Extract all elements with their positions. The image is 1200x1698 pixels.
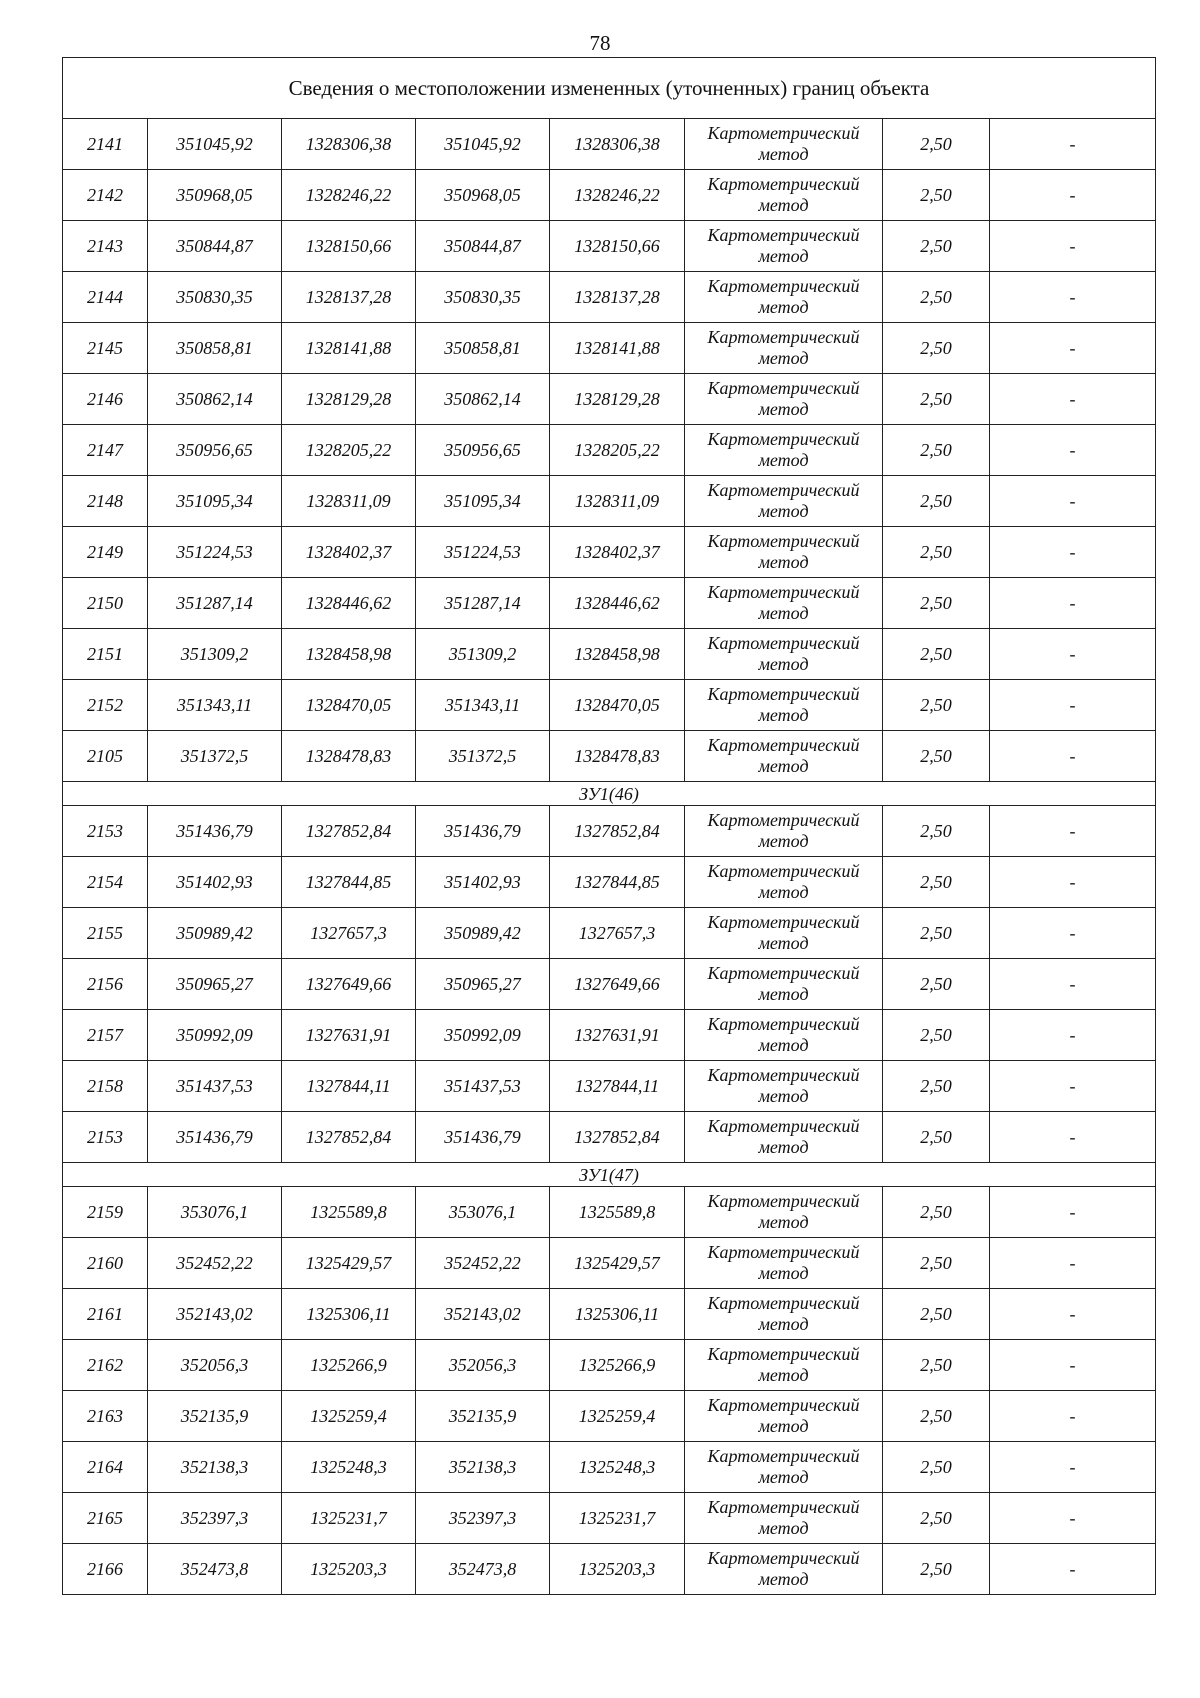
description-cell: - (990, 959, 1156, 1010)
x-new-cell: 351045,92 (416, 119, 550, 170)
y-old-cell: 1328246,22 (282, 170, 416, 221)
y-new-cell: 1328478,83 (550, 731, 685, 782)
y-new-cell: 1328446,62 (550, 578, 685, 629)
x-old-cell: 351287,14 (148, 578, 282, 629)
description-cell: - (990, 323, 1156, 374)
y-old-cell: 1328150,66 (282, 221, 416, 272)
x-new-cell: 351224,53 (416, 527, 550, 578)
table-row (63, 806, 1156, 857)
y-new-cell: 1325231,7 (550, 1493, 685, 1544)
table-title-row (63, 58, 1156, 119)
description-cell: - (990, 806, 1156, 857)
table-body (63, 58, 1156, 1595)
y-new-cell: 1328150,66 (550, 221, 685, 272)
y-new-cell: 1325429,57 (550, 1238, 685, 1289)
point-number-cell: 2150 (63, 578, 148, 629)
x-old-cell: 351402,93 (148, 857, 282, 908)
y-new-cell: 1325589,8 (550, 1187, 685, 1238)
table-row (63, 1442, 1156, 1493)
y-new-cell: 1325266,9 (550, 1340, 685, 1391)
x-old-cell: 350956,65 (148, 425, 282, 476)
y-old-cell: 1328478,83 (282, 731, 416, 782)
y-old-cell: 1327852,84 (282, 1112, 416, 1163)
accuracy-cell: 2,50 (883, 1010, 990, 1061)
section-header-row (63, 782, 1156, 806)
x-old-cell: 351224,53 (148, 527, 282, 578)
x-new-cell: 351309,2 (416, 629, 550, 680)
x-old-cell: 352397,3 (148, 1493, 282, 1544)
description-cell: - (990, 476, 1156, 527)
x-new-cell: 350844,87 (416, 221, 550, 272)
y-new-cell: 1327657,3 (550, 908, 685, 959)
y-old-cell: 1327649,66 (282, 959, 416, 1010)
x-new-cell: 350862,14 (416, 374, 550, 425)
x-old-cell: 351095,34 (148, 476, 282, 527)
accuracy-cell: 2,50 (883, 425, 990, 476)
x-new-cell: 352397,3 (416, 1493, 550, 1544)
y-old-cell: 1325266,9 (282, 1340, 416, 1391)
y-new-cell: 1325259,4 (550, 1391, 685, 1442)
description-cell: - (990, 1061, 1156, 1112)
description-cell: - (990, 1544, 1156, 1595)
y-old-cell: 1328458,98 (282, 629, 416, 680)
table-row (63, 1112, 1156, 1163)
x-old-cell: 352056,3 (148, 1340, 282, 1391)
accuracy-cell: 2,50 (883, 272, 990, 323)
y-new-cell: 1327852,84 (550, 806, 685, 857)
table-row (63, 323, 1156, 374)
x-new-cell: 351436,79 (416, 806, 550, 857)
x-new-cell: 351343,11 (416, 680, 550, 731)
y-old-cell: 1327631,91 (282, 1010, 416, 1061)
table-row (63, 1238, 1156, 1289)
description-cell: - (990, 1391, 1156, 1442)
x-old-cell: 350965,27 (148, 959, 282, 1010)
description-cell: - (990, 857, 1156, 908)
x-new-cell: 350965,27 (416, 959, 550, 1010)
y-old-cell: 1327844,85 (282, 857, 416, 908)
method-cell: Картометрический метод (685, 629, 883, 680)
table-row (63, 527, 1156, 578)
point-number-cell: 2157 (63, 1010, 148, 1061)
accuracy-cell: 2,50 (883, 680, 990, 731)
method-cell: Картометрический метод (685, 857, 883, 908)
table-row (63, 221, 1156, 272)
y-new-cell: 1328246,22 (550, 170, 685, 221)
x-old-cell: 352452,22 (148, 1238, 282, 1289)
method-cell: Картометрический метод (685, 1187, 883, 1238)
y-old-cell: 1328137,28 (282, 272, 416, 323)
description-cell: - (990, 170, 1156, 221)
y-new-cell: 1328311,09 (550, 476, 685, 527)
point-number-cell: 2156 (63, 959, 148, 1010)
description-cell: - (990, 1010, 1156, 1061)
method-cell: Картометрический метод (685, 1544, 883, 1595)
y-new-cell: 1328205,22 (550, 425, 685, 476)
x-new-cell: 351372,5 (416, 731, 550, 782)
method-cell: Картометрический метод (685, 1340, 883, 1391)
point-number-cell: 2165 (63, 1493, 148, 1544)
method-cell: Картометрический метод (685, 425, 883, 476)
accuracy-cell: 2,50 (883, 1187, 990, 1238)
point-number-cell: 2153 (63, 1112, 148, 1163)
table-row (63, 857, 1156, 908)
accuracy-cell: 2,50 (883, 1442, 990, 1493)
method-cell: Картометрический метод (685, 1010, 883, 1061)
point-number-cell: 2159 (63, 1187, 148, 1238)
point-number-cell: 2164 (63, 1442, 148, 1493)
point-number-cell: 2145 (63, 323, 148, 374)
y-old-cell: 1327657,3 (282, 908, 416, 959)
accuracy-cell: 2,50 (883, 731, 990, 782)
y-old-cell: 1328446,62 (282, 578, 416, 629)
method-cell: Картометрический метод (685, 119, 883, 170)
point-number-cell: 2141 (63, 119, 148, 170)
method-cell: Картометрический метод (685, 1391, 883, 1442)
y-new-cell: 1325248,3 (550, 1442, 685, 1493)
y-new-cell: 1325203,3 (550, 1544, 685, 1595)
method-cell: Картометрический метод (685, 731, 883, 782)
x-new-cell: 351287,14 (416, 578, 550, 629)
x-old-cell: 350858,81 (148, 323, 282, 374)
description-cell: - (990, 629, 1156, 680)
table-row (63, 272, 1156, 323)
section-header-row (63, 1163, 1156, 1187)
table-row (63, 1010, 1156, 1061)
y-new-cell: 1327844,11 (550, 1061, 685, 1112)
method-cell: Картометрический метод (685, 1442, 883, 1493)
point-number-cell: 2142 (63, 170, 148, 221)
x-new-cell: 352056,3 (416, 1340, 550, 1391)
description-cell: - (990, 731, 1156, 782)
description-cell: - (990, 527, 1156, 578)
x-old-cell: 351045,92 (148, 119, 282, 170)
y-old-cell: 1328470,05 (282, 680, 416, 731)
x-old-cell: 350862,14 (148, 374, 282, 425)
point-number-cell: 2166 (63, 1544, 148, 1595)
y-new-cell: 1328141,88 (550, 323, 685, 374)
point-number-cell: 2151 (63, 629, 148, 680)
accuracy-cell: 2,50 (883, 1061, 990, 1112)
method-cell: Картометрический метод (685, 1493, 883, 1544)
x-new-cell: 350858,81 (416, 323, 550, 374)
accuracy-cell: 2,50 (883, 1238, 990, 1289)
accuracy-cell: 2,50 (883, 1493, 990, 1544)
y-old-cell: 1328129,28 (282, 374, 416, 425)
x-new-cell: 350830,35 (416, 272, 550, 323)
method-cell: Картометрический метод (685, 323, 883, 374)
y-new-cell: 1328402,37 (550, 527, 685, 578)
x-old-cell: 351343,11 (148, 680, 282, 731)
y-old-cell: 1325429,57 (282, 1238, 416, 1289)
point-number-cell: 2163 (63, 1391, 148, 1442)
method-cell: Картометрический метод (685, 959, 883, 1010)
method-cell: Картометрический метод (685, 1112, 883, 1163)
description-cell: - (990, 221, 1156, 272)
y-old-cell: 1325589,8 (282, 1187, 416, 1238)
x-old-cell: 352473,8 (148, 1544, 282, 1595)
method-cell: Картометрический метод (685, 1289, 883, 1340)
y-new-cell: 1325306,11 (550, 1289, 685, 1340)
x-old-cell: 351309,2 (148, 629, 282, 680)
page-number: 78 (589, 31, 611, 55)
description-cell: - (990, 1442, 1156, 1493)
accuracy-cell: 2,50 (883, 527, 990, 578)
y-old-cell: 1327844,11 (282, 1061, 416, 1112)
point-number-cell: 2105 (63, 731, 148, 782)
table-row (63, 680, 1156, 731)
description-cell: - (990, 119, 1156, 170)
point-number-cell: 2152 (63, 680, 148, 731)
accuracy-cell: 2,50 (883, 857, 990, 908)
method-cell: Картометрический метод (685, 908, 883, 959)
table-row (63, 629, 1156, 680)
accuracy-cell: 2,50 (883, 959, 990, 1010)
table-row (63, 1187, 1156, 1238)
x-old-cell: 350989,42 (148, 908, 282, 959)
method-cell: Картометрический метод (685, 1061, 883, 1112)
accuracy-cell: 2,50 (883, 374, 990, 425)
y-new-cell: 1328458,98 (550, 629, 685, 680)
y-old-cell: 1325231,7 (282, 1493, 416, 1544)
x-new-cell: 352143,02 (416, 1289, 550, 1340)
x-old-cell: 353076,1 (148, 1187, 282, 1238)
method-cell: Картометрический метод (685, 221, 883, 272)
description-cell: - (990, 272, 1156, 323)
description-cell: - (990, 374, 1156, 425)
table-row (63, 959, 1156, 1010)
table-row (63, 425, 1156, 476)
point-number-cell: 2143 (63, 221, 148, 272)
description-cell: - (990, 1187, 1156, 1238)
description-cell: - (990, 908, 1156, 959)
point-number-cell: 2155 (63, 908, 148, 959)
description-cell: - (990, 1340, 1156, 1391)
description-cell: - (990, 1238, 1156, 1289)
accuracy-cell: 2,50 (883, 170, 990, 221)
x-old-cell: 351372,5 (148, 731, 282, 782)
x-old-cell: 352135,9 (148, 1391, 282, 1442)
x-new-cell: 350989,42 (416, 908, 550, 959)
point-number-cell: 2146 (63, 374, 148, 425)
x-new-cell: 352135,9 (416, 1391, 550, 1442)
x-new-cell: 351437,53 (416, 1061, 550, 1112)
accuracy-cell: 2,50 (883, 1391, 990, 1442)
point-number-cell: 2147 (63, 425, 148, 476)
method-cell: Картометрический метод (685, 680, 883, 731)
point-number-cell: 2148 (63, 476, 148, 527)
x-old-cell: 351437,53 (148, 1061, 282, 1112)
table-row (63, 1391, 1156, 1442)
y-old-cell: 1328311,09 (282, 476, 416, 527)
method-cell: Картометрический метод (685, 527, 883, 578)
description-cell: - (990, 680, 1156, 731)
y-old-cell: 1328205,22 (282, 425, 416, 476)
accuracy-cell: 2,50 (883, 629, 990, 680)
x-new-cell: 351095,34 (416, 476, 550, 527)
x-old-cell: 351436,79 (148, 806, 282, 857)
method-cell: Картометрический метод (685, 476, 883, 527)
x-new-cell: 350968,05 (416, 170, 550, 221)
x-new-cell: 350956,65 (416, 425, 550, 476)
point-number-cell: 2153 (63, 806, 148, 857)
point-number-cell: 2144 (63, 272, 148, 323)
accuracy-cell: 2,50 (883, 323, 990, 374)
y-new-cell: 1327844,85 (550, 857, 685, 908)
x-old-cell: 352143,02 (148, 1289, 282, 1340)
accuracy-cell: 2,50 (883, 908, 990, 959)
y-old-cell: 1325306,11 (282, 1289, 416, 1340)
accuracy-cell: 2,50 (883, 1289, 990, 1340)
x-new-cell: 353076,1 (416, 1187, 550, 1238)
accuracy-cell: 2,50 (883, 476, 990, 527)
section-label: ЗУ1(47) (63, 1163, 1156, 1187)
x-old-cell: 350968,05 (148, 170, 282, 221)
description-cell: - (990, 1493, 1156, 1544)
table-row (63, 374, 1156, 425)
boundary-coordinates-table (62, 57, 1156, 1595)
point-number-cell: 2160 (63, 1238, 148, 1289)
table-row (63, 1544, 1156, 1595)
table-row (63, 1340, 1156, 1391)
accuracy-cell: 2,50 (883, 1112, 990, 1163)
table-row (63, 476, 1156, 527)
method-cell: Картометрический метод (685, 806, 883, 857)
x-new-cell: 352452,22 (416, 1238, 550, 1289)
point-number-cell: 2161 (63, 1289, 148, 1340)
y-old-cell: 1328306,38 (282, 119, 416, 170)
y-old-cell: 1325259,4 (282, 1391, 416, 1442)
y-old-cell: 1325248,3 (282, 1442, 416, 1493)
y-old-cell: 1325203,3 (282, 1544, 416, 1595)
point-number-cell: 2158 (63, 1061, 148, 1112)
point-number-cell: 2149 (63, 527, 148, 578)
method-cell: Картометрический метод (685, 272, 883, 323)
y-new-cell: 1328470,05 (550, 680, 685, 731)
accuracy-cell: 2,50 (883, 119, 990, 170)
description-cell: - (990, 1289, 1156, 1340)
x-old-cell: 350992,09 (148, 1010, 282, 1061)
table-row (63, 1061, 1156, 1112)
x-old-cell: 351436,79 (148, 1112, 282, 1163)
point-number-cell: 2162 (63, 1340, 148, 1391)
accuracy-cell: 2,50 (883, 578, 990, 629)
y-new-cell: 1328129,28 (550, 374, 685, 425)
table-row (63, 119, 1156, 170)
y-old-cell: 1327852,84 (282, 806, 416, 857)
table-row (63, 731, 1156, 782)
table-title: Сведения о местоположении измененных (уточненных) границ объекта (63, 58, 1156, 119)
table-row (63, 908, 1156, 959)
x-new-cell: 352473,8 (416, 1544, 550, 1595)
x-old-cell: 352138,3 (148, 1442, 282, 1493)
section-label: ЗУ1(46) (63, 782, 1156, 806)
table-row (63, 578, 1156, 629)
y-new-cell: 1327852,84 (550, 1112, 685, 1163)
method-cell: Картометрический метод (685, 1238, 883, 1289)
y-new-cell: 1328306,38 (550, 119, 685, 170)
description-cell: - (990, 578, 1156, 629)
table-row (63, 1493, 1156, 1544)
description-cell: - (990, 425, 1156, 476)
x-new-cell: 350992,09 (416, 1010, 550, 1061)
method-cell: Картометрический метод (685, 578, 883, 629)
point-number-cell: 2154 (63, 857, 148, 908)
x-old-cell: 350830,35 (148, 272, 282, 323)
table-row (63, 1289, 1156, 1340)
accuracy-cell: 2,50 (883, 1544, 990, 1595)
x-new-cell: 352138,3 (416, 1442, 550, 1493)
y-old-cell: 1328402,37 (282, 527, 416, 578)
accuracy-cell: 2,50 (883, 806, 990, 857)
method-cell: Картометрический метод (685, 170, 883, 221)
y-new-cell: 1327631,91 (550, 1010, 685, 1061)
accuracy-cell: 2,50 (883, 1340, 990, 1391)
y-new-cell: 1328137,28 (550, 272, 685, 323)
table-row (63, 170, 1156, 221)
y-new-cell: 1327649,66 (550, 959, 685, 1010)
description-cell: - (990, 1112, 1156, 1163)
accuracy-cell: 2,50 (883, 221, 990, 272)
y-old-cell: 1328141,88 (282, 323, 416, 374)
method-cell: Картометрический метод (685, 374, 883, 425)
x-old-cell: 350844,87 (148, 221, 282, 272)
x-new-cell: 351436,79 (416, 1112, 550, 1163)
x-new-cell: 351402,93 (416, 857, 550, 908)
